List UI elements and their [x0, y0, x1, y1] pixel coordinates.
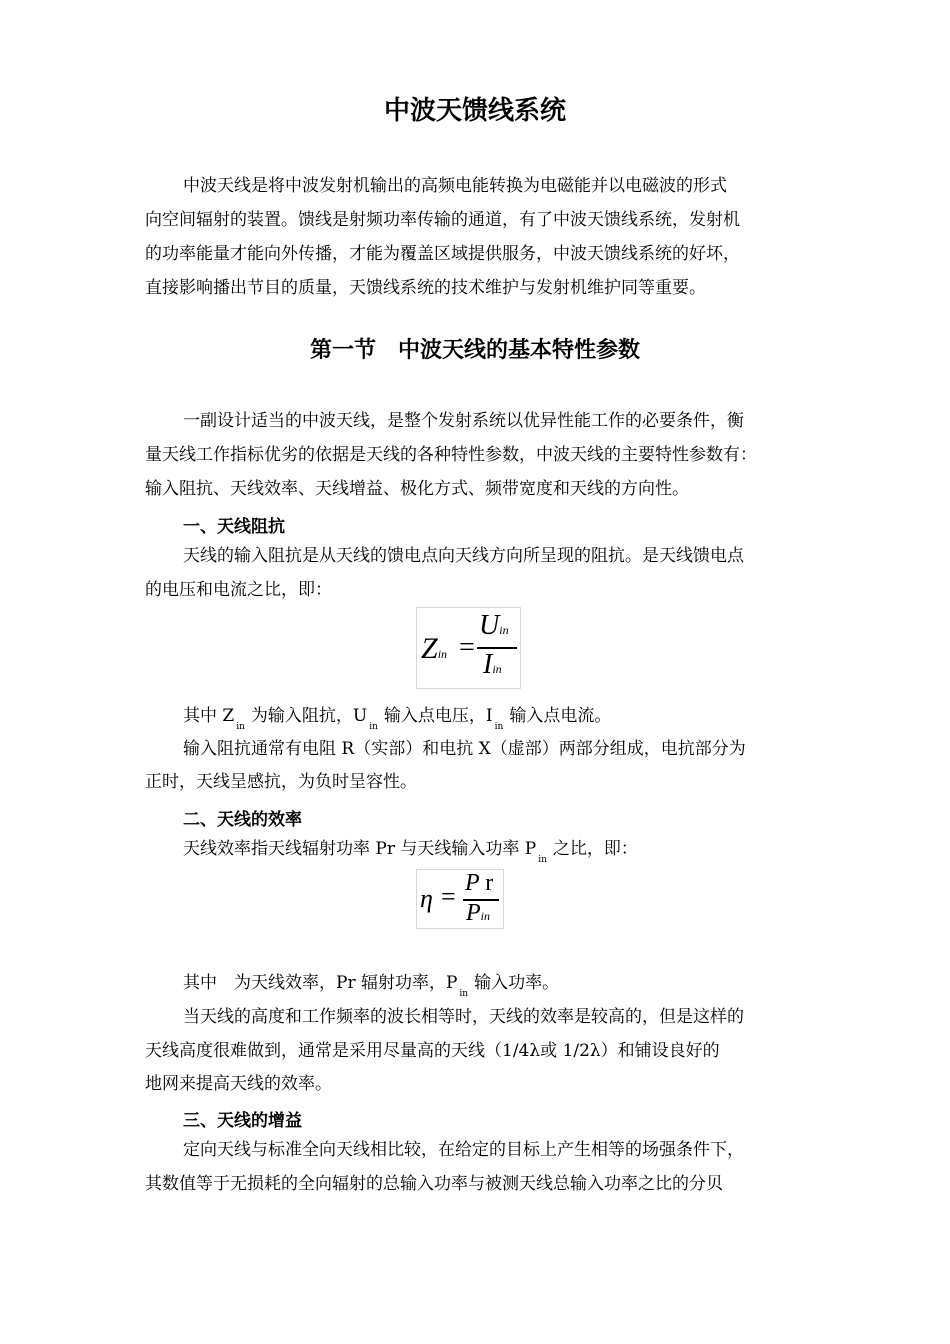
formula-lhs: Zin: [421, 632, 448, 665]
impedance-heading: 一、天线阻抗: [183, 517, 285, 537]
impedance-line: 输入阻抗通常有电阻 R（实部）和电抗 X（虚部）两部分组成，电抗部分为: [183, 739, 746, 759]
impedance-line: 正时，天线呈感抗，为负时呈容性。: [145, 772, 417, 792]
gain-line: 定向天线与标准全向天线相比较，在给定的目标上产生相等的场强条件下，: [183, 1140, 744, 1160]
impedance-line: 天线的输入阻抗是从天线的馈电点向天线方向所呈现的阻抗。是天线馈电点: [183, 546, 744, 566]
efficiency-formula: [416, 869, 504, 929]
section-intro-line: 量天线工作指标优劣的依据是天线的各种特性参数，中波天线的主要特性参数有：: [145, 445, 757, 465]
formula-denominator: Pin: [466, 900, 491, 926]
section-heading: 第一节 中波天线的基本特性参数: [309, 338, 640, 363]
page-title: 中波天馈线系统: [383, 96, 566, 126]
impedance-line: 的电压和电流之比，即：: [145, 580, 332, 600]
impedance-where: 其中 $Z_{in}$为输入阻抗，$U_{in}$输入点电压，$I_{in}$输入点电流。: [183, 706, 612, 732]
efficiency-line: 天线高度很难做到，通常是采用尽量高的天线（1/4λ或 1/2λ）和铺设良好的: [145, 1041, 720, 1061]
intro-line: 的功率能量才能向外传播，才能为覆盖区域提供服务，中波天馈线系统的好坏，: [145, 244, 740, 264]
section-intro-line: 一副设计适当的中波天线，是整个发射系统以优异性能工作的必要条件，衡: [183, 411, 744, 431]
efficiency-line: 地网来提高天线的效率。: [145, 1074, 332, 1094]
efficiency-line: 当天线的高度和工作频率的波长相等时，天线的效率是较高的，但是这样的: [183, 1007, 744, 1027]
intro-line: 向空间辐射的装置。馈线是射频功率传输的通道，有了中波天馈线系统，发射机: [145, 210, 740, 230]
intro-line: 直接影响播出节目的质量，天馈线系统的技术维护与发射机维护同等重要。: [145, 278, 706, 298]
formula-equals: =: [459, 632, 475, 663]
formula-denominator: Iin: [483, 649, 502, 680]
efficiency-where: 其中 为天线效率，Pr 辐射功率，$P_{in}$输入功率。: [183, 973, 560, 999]
formula-lhs: η: [420, 884, 433, 913]
gain-heading: 三、天线的增益: [183, 1111, 302, 1131]
impedance-formula: [416, 607, 521, 689]
section-intro-line: 输入阻抗、天线效率、天线增益、极化方式、频带宽度和天线的方向性。: [145, 479, 689, 499]
formula-numerator: P r: [465, 870, 494, 896]
formula-numerator: Uin: [479, 610, 509, 641]
efficiency-heading: 二、天线的效率: [183, 810, 302, 830]
intro-line: 中波天线是将中波发射机输出的高频电能转换为电磁能并以电磁波的形式: [183, 176, 727, 196]
efficiency-line: 天线效率指天线辐射功率 Pr 与天线输入功率 $P_{in}$之比，即：: [183, 839, 638, 865]
gain-line: 其数值等于无损耗的全向辐射的总输入功率与被测天线总输入功率之比的分贝: [145, 1174, 723, 1194]
formula-equals: =: [441, 882, 456, 911]
